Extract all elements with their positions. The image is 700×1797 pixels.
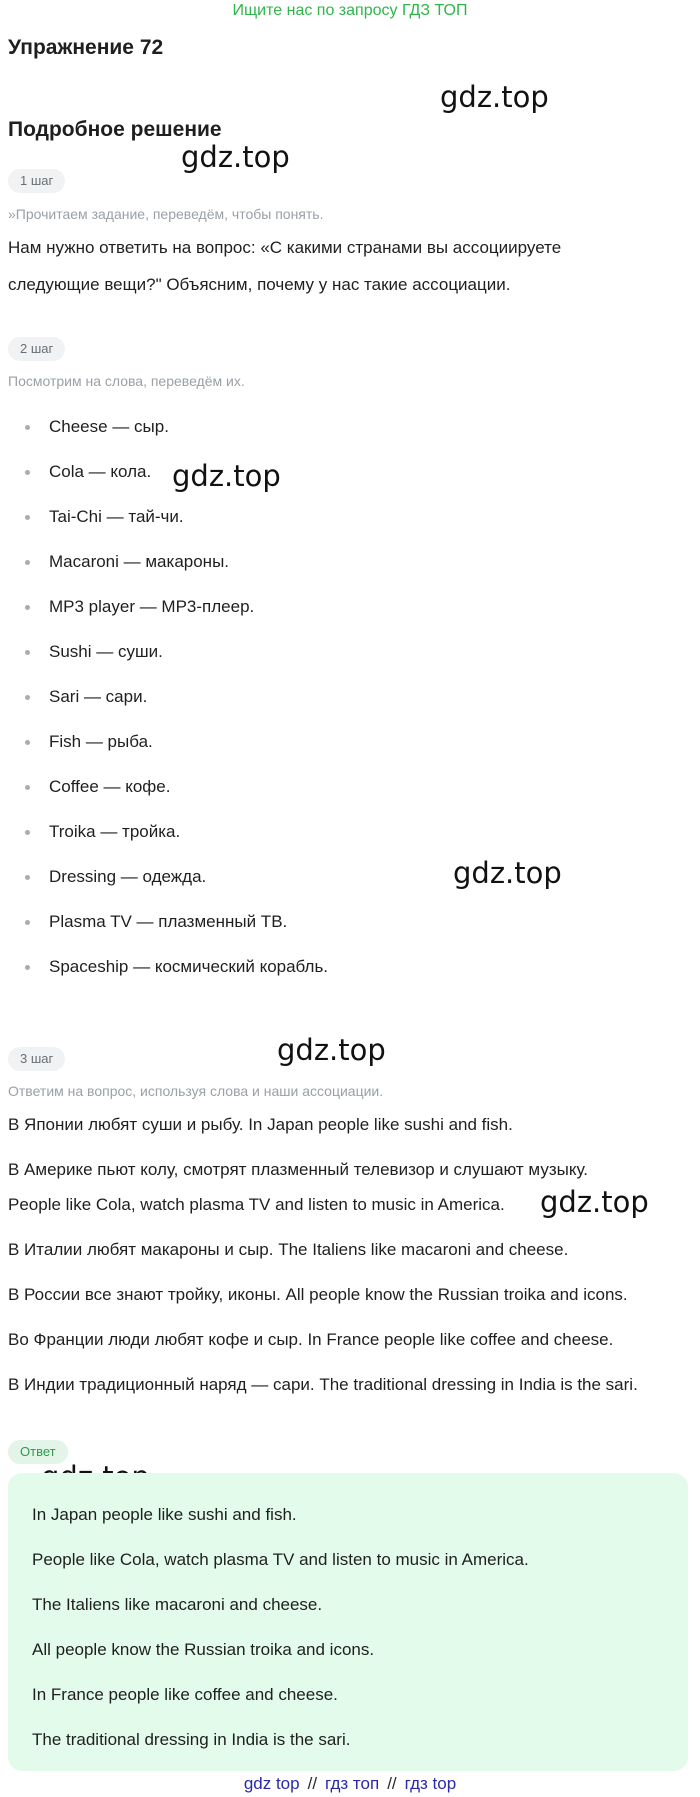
answer-line: People like Cola, watch plasma TV and listen to music in America.: [32, 1550, 529, 1569]
answer-line: All people know the Russian troika and icons.: [32, 1640, 375, 1659]
footer-separator: //: [387, 1774, 397, 1793]
bullet-icon: [25, 920, 30, 925]
step-hint: Посмотрим на слова, переведём их.: [8, 373, 245, 389]
list-item: Sushi — суши.: [0, 637, 328, 682]
step-hint: »Прочитаем задание, переведём, чтобы понять.: [8, 206, 324, 222]
step-hint: Ответим на вопрос, используя слова и наши ассоциации.: [8, 1083, 384, 1099]
footer-link[interactable]: гдз top: [404, 1774, 457, 1793]
answer-line: The traditional dressing in India is the sari.: [32, 1730, 351, 1749]
bullet-icon: [25, 965, 30, 970]
list-item: Cheese — сыр.: [0, 412, 328, 457]
list-item: Plasma TV — плазменный ТВ.: [0, 907, 328, 952]
footer-link[interactable]: гдз топ: [325, 1774, 380, 1793]
footer-link[interactable]: gdz top: [243, 1774, 300, 1793]
watermark: gdz.top: [181, 140, 290, 174]
bullet-icon: [25, 515, 30, 520]
watermark: gdz.top: [453, 856, 562, 890]
step-text: В Америке пьют колу, смотрят плазменный телевизор и слушают музыку.: [8, 1160, 588, 1179]
bullet-icon: [25, 830, 30, 835]
bullet-icon: [25, 740, 30, 745]
step-text: В Японии любят суши и рыбу. In Japan people like sushi and fish.: [8, 1115, 513, 1134]
bullet-icon: [25, 425, 30, 430]
answer-box: [8, 1473, 688, 1771]
search-banner: Ищите нас по запросу ГДЗ ТОП: [232, 2, 468, 19]
list-item: Dressing — одежда.: [0, 862, 328, 907]
bullet-icon: [25, 650, 30, 655]
step-badge: 1 шаг: [8, 169, 65, 193]
bullet-icon: [25, 605, 30, 610]
bullet-icon: [25, 695, 30, 700]
bullet-icon: [25, 875, 30, 880]
footer-separator: //: [307, 1774, 318, 1793]
list-item: Sari — сари.: [0, 682, 328, 727]
answer-line: In France people like coffee and cheese.: [32, 1685, 338, 1704]
watermark: gdz.top: [540, 1185, 649, 1219]
list-item: MP3 player — MP3-плеер.: [0, 592, 328, 637]
watermark: gdz.top: [172, 459, 281, 493]
step-badge: 2 шаг: [8, 337, 65, 361]
footer: [0, 1771, 700, 1797]
watermark: gdz.top: [277, 1033, 386, 1067]
step-badge: 3 шаг: [8, 1047, 65, 1071]
list-item: Troika — тройка.: [0, 817, 328, 862]
step-text: Во Франции люди любят кофе и сыр. In France people like coffee and cheese.: [8, 1330, 614, 1349]
answer-line: In Japan people like sushi and fish.: [32, 1505, 297, 1524]
list-item: Spaceship — космический корабль.: [0, 952, 328, 997]
section-title: Подробное решение: [8, 118, 222, 141]
list-item: Coffee — кофе.: [0, 772, 328, 817]
list-item: Fish — рыба.: [0, 727, 328, 772]
bullet-icon: [25, 470, 30, 475]
bullet-icon: [25, 560, 30, 565]
step-text: В Индии традиционный наряд — сари. The traditional dressing in India is the sari.: [8, 1375, 638, 1394]
step-text: В России все знают тройку, иконы. All people know the Russian troika and icons.: [8, 1285, 628, 1304]
watermark: gdz.top: [440, 80, 549, 114]
step-text: People like Cola, watch plasma TV and listen to music in America.: [8, 1195, 505, 1214]
step-text: В Италии любят макароны и сыр. The Italiens like macaroni and cheese.: [8, 1240, 569, 1259]
step-text: Нам нужно ответить на вопрос: «С какими странами вы ассоциируете: [8, 238, 562, 257]
list-item: Macaroni — макароны.: [0, 547, 328, 592]
word-list: [0, 412, 328, 997]
bullet-icon: [25, 785, 30, 790]
step-text: следующие вещи?" Объясним, почему у нас такие ассоциации.: [8, 275, 511, 294]
list-item: Cola — кола.: [0, 457, 328, 502]
page-title: Упражнение 72: [8, 36, 164, 59]
answer-badge: Ответ: [8, 1440, 68, 1464]
answer-line: The Italiens like macaroni and cheese.: [32, 1595, 323, 1614]
list-item: Tai-Chi — тай-чи.: [0, 502, 328, 547]
